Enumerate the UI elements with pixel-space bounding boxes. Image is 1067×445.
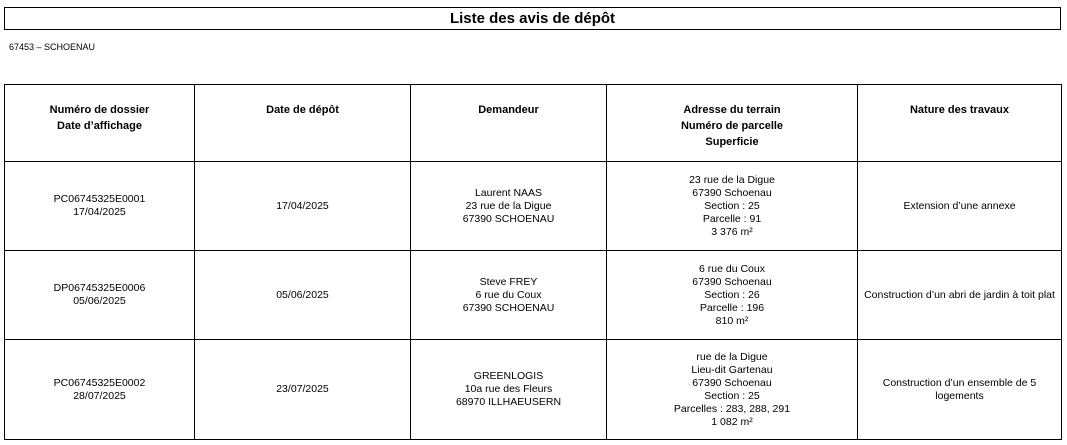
- table-row: [5, 340, 1062, 440]
- cell-nature: Extension d’une annexe: [858, 162, 1062, 251]
- cell-adresse: [607, 340, 858, 440]
- header-line: Nature des travaux: [909, 104, 1010, 116]
- cell-demandeur: [411, 340, 607, 440]
- demandeur-line: 23 rue de la Digue: [465, 199, 552, 212]
- date-affichage: 28/07/2025: [73, 389, 126, 402]
- dossier-number: DP06745325E0006: [53, 282, 146, 294]
- header-line: Demandeur: [478, 104, 539, 116]
- demandeur-line: 68970 ILLHAEUSERN: [455, 396, 562, 408]
- cell-date-depot: 23/07/2025: [195, 340, 411, 440]
- header-line: Superficie: [705, 136, 759, 148]
- adresse-line: rue de la Digue: [696, 350, 768, 363]
- demandeur-line: Steve FREY: [479, 275, 538, 288]
- header-line: Date d’affichage: [57, 120, 142, 132]
- commune-label: 67453 – SCHOENAU: [9, 42, 96, 52]
- header-date-depot: [195, 85, 411, 162]
- table-row: [5, 162, 1062, 251]
- dossier-number: PC06745325E0002: [53, 376, 146, 389]
- header-adresse: [607, 85, 858, 162]
- demandeur-line: 67390 SCHOENAU: [462, 212, 555, 225]
- cell-date-depot: 17/04/2025: [195, 162, 411, 251]
- header-line: Date de dépôt: [266, 104, 339, 116]
- adresse-line: Section : 26: [704, 288, 760, 301]
- adresse-line: 6 rue du Coux: [699, 262, 765, 275]
- adresse-line: 67390 Schoenau: [692, 376, 772, 389]
- cell-dossier: [5, 251, 195, 340]
- demandeur-line: GREENLOGIS: [473, 370, 544, 382]
- adresse-line: 67390 Schoenau: [692, 186, 772, 199]
- header-nature: [858, 85, 1062, 162]
- header-line: Numéro de parcelle: [680, 120, 784, 132]
- adresse-line: Parcelles : 283, 288, 291: [673, 402, 791, 415]
- adresse-line: Lieu-dit Gartenau: [691, 363, 773, 376]
- cell-demandeur: [411, 251, 607, 340]
- dossier-number: PC06745325E0001: [53, 193, 146, 205]
- demandeur-line: 67390 SCHOENAU: [462, 301, 555, 314]
- header-line: Numéro de dossier: [49, 104, 150, 116]
- adresse-line: 23 rue de la Digue: [689, 173, 775, 186]
- adresse-line: 810 m²: [715, 314, 749, 327]
- cell-demandeur: [411, 162, 607, 251]
- adresse-line: Parcelle : 91: [702, 212, 762, 225]
- header-line: Adresse du terrain: [683, 104, 781, 116]
- header-dossier: [5, 85, 195, 162]
- date-affichage: 05/06/2025: [73, 295, 126, 307]
- cell-dossier: [5, 340, 195, 440]
- avis-table: [4, 84, 1062, 440]
- demandeur-line: 10a rue des Fleurs: [464, 383, 553, 395]
- cell-nature: Construction d’un abri de jardin à toit plat: [858, 251, 1062, 340]
- table-header-row: [5, 85, 1062, 162]
- adresse-line: Parcelle : 196: [699, 301, 765, 314]
- cell-adresse: [607, 251, 858, 340]
- demandeur-line: 6 rue du Coux: [475, 288, 542, 301]
- header-demandeur: [411, 85, 607, 162]
- adresse-line: Section : 25: [704, 199, 760, 212]
- table-row: [5, 251, 1062, 340]
- adresse-line: Section : 25: [704, 389, 760, 402]
- cell-nature: Construction d’un ensemble de 5 logements: [858, 340, 1062, 440]
- adresse-line: 67390 Schoenau: [692, 275, 772, 288]
- date-affichage: 17/04/2025: [73, 206, 126, 218]
- demandeur-line: Laurent NAAS: [474, 186, 543, 199]
- page-title: Liste des avis de dépôt: [4, 7, 1061, 30]
- adresse-line: 1 082 m²: [711, 415, 753, 428]
- adresse-line: 3 376 m²: [711, 225, 753, 238]
- cell-dossier: [5, 162, 195, 251]
- cell-adresse: [607, 162, 858, 251]
- cell-date-depot: 05/06/2025: [195, 251, 411, 340]
